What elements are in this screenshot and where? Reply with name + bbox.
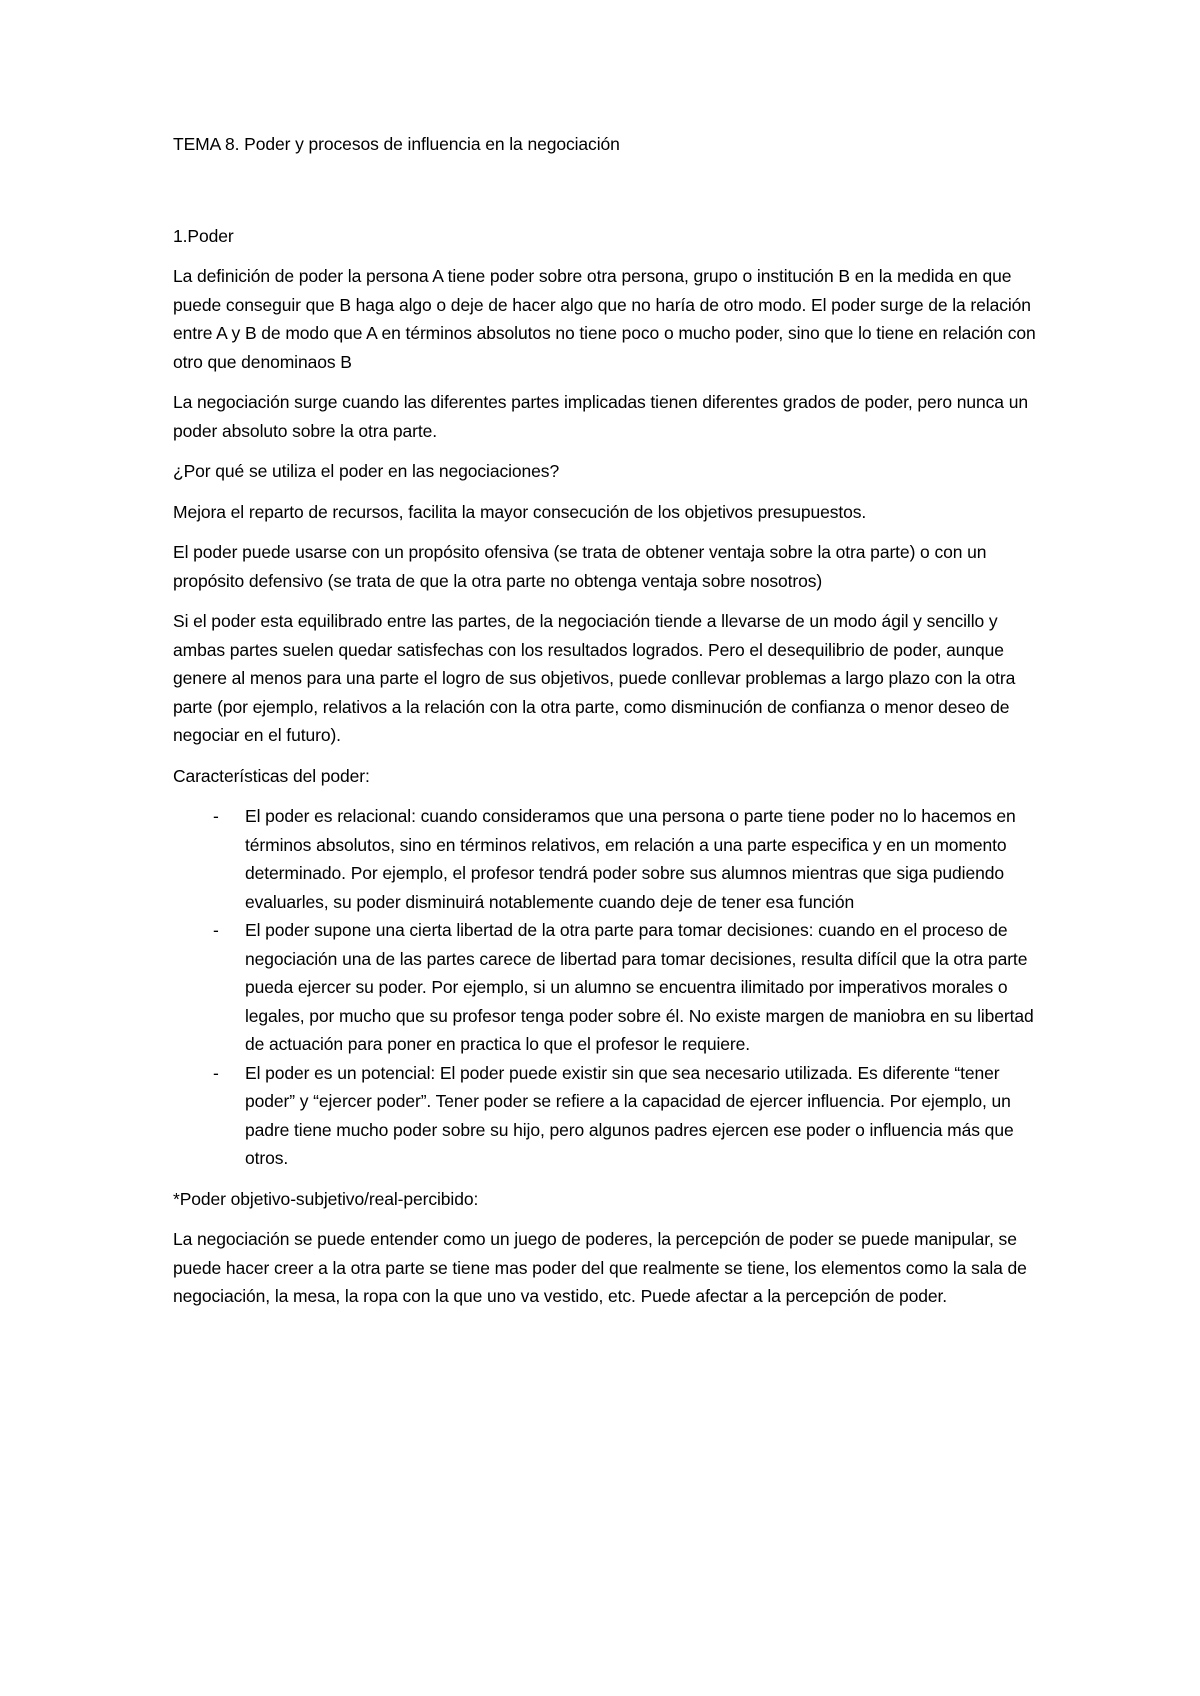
paragraph-definition: La definición de poder la persona A tiene poder sobre otra persona, grupo o institución B en la medida en que puede conseguir que B haga algo o deje de hacer algo que no haría de otro modo. El poder surge de la relación entre A y B de modo que A en términos absolutos no tiene poco o mucho poder, sino que lo tiene en relación con otro que denominaos B — [173, 266, 1036, 372]
list-item — [173, 916, 1043, 1059]
list-item — [173, 802, 1043, 916]
paragraph-negotiation: La negociación surge cuando las diferentes partes implicadas tienen diferentes grados de poder, pero nunca un poder absoluto sobre la otra parte. — [173, 392, 1028, 441]
list-item-text: El poder es un potencial: El poder puede existir sin que sea necesario utilizada. Es diferente “tener poder” y “ejercer poder”. Tener poder se refiere a la capacidad de ejercer influencia. Por ejemplo, un padre tiene mucho poder sobre su hijo, pero algunos padres ejercen ese poder o influencia más que otros. — [245, 1062, 1014, 1168]
bullet-dash: - — [213, 1062, 219, 1083]
list-item — [173, 1059, 1043, 1173]
question-line: ¿Por qué se utiliza el poder en las negociaciones? — [173, 461, 560, 481]
list-item-text: El poder es relacional: cuando consideramos que una persona o parte tiene poder no lo hacemos en términos absolutos, sino en términos relativos, em relación a una parte especifica y en un momento determinado. Por ejemplo, el profesor tendrá poder sobre sus alumnos mientras que siga pudiendo evaluarles, su poder disminuirá notablemente cuando deje de tener esa función — [245, 806, 1016, 912]
bullet-dash: - — [213, 806, 219, 826]
document-page — [173, 130, 1043, 1311]
paragraph-improvement: Mejora el reparto de recursos, facilita la mayor consecución de los objetivos presupuestos. — [173, 501, 867, 522]
bullet-dash: - — [213, 920, 219, 940]
list-item-text: El poder supone una cierta libertad de la otra parte para tomar decisiones: cuando en el proceso de negociación una de las partes carece de libertad para tomar decisiones, resulta difícil que la otra parte pueda ejercer su poder. Por ejemplo, si un alumno se encuentra ilimitado por imperativos morales o legales, por mucho que su profesor tenga poder sobre él. No existe margen de maniobra en su libertad de actuación para poner en practica lo que el profesor le requiere. — [245, 920, 1034, 1054]
paragraph-perception: La negociación se puede entender como un juego de poderes, la percepción de poder se puede manipular, se puede hacer creer a la otra parte se tiene mas poder del que realmente se tiene, los elementos como la sala de negociación, la mesa, la ropa con la que uno va vestido, etc. Puede afectar a la percepción de poder. — [173, 1229, 1027, 1306]
paragraph-balance: Si el poder esta equilibrado entre las partes, de la negociación tiende a llevarse de un modo ágil y sencillo y ambas partes suelen quedar satisfechas con los resultados logrados. Pero el desequilibrio de poder, aunque genere al menos para una parte el logro de sus objetivos, puede conllevar problemas a largo plazo con la otra parte (por ejemplo, relativos a la relación con la otra parte, como disminución de confianza o menor deseo de negociar en el futuro). — [173, 611, 1016, 745]
section-heading: 1.Poder — [173, 225, 234, 246]
list-heading: Características del poder: — [173, 765, 370, 786]
document-title: TEMA 8. Poder y procesos de influencia en la negociación — [173, 134, 620, 154]
paragraph-purpose: El poder puede usarse con un propósito ofensiva (se trata de obtener ventaja sobre la otra parte) o con un propósito defensivo (se trata de que la otra parte no obtenga ventaja sobre nosotros) — [173, 542, 987, 591]
subheading-perceived-power: *Poder objetivo-subjetivo/real-percibido: — [173, 1188, 479, 1209]
characteristics-list — [173, 802, 1043, 1173]
